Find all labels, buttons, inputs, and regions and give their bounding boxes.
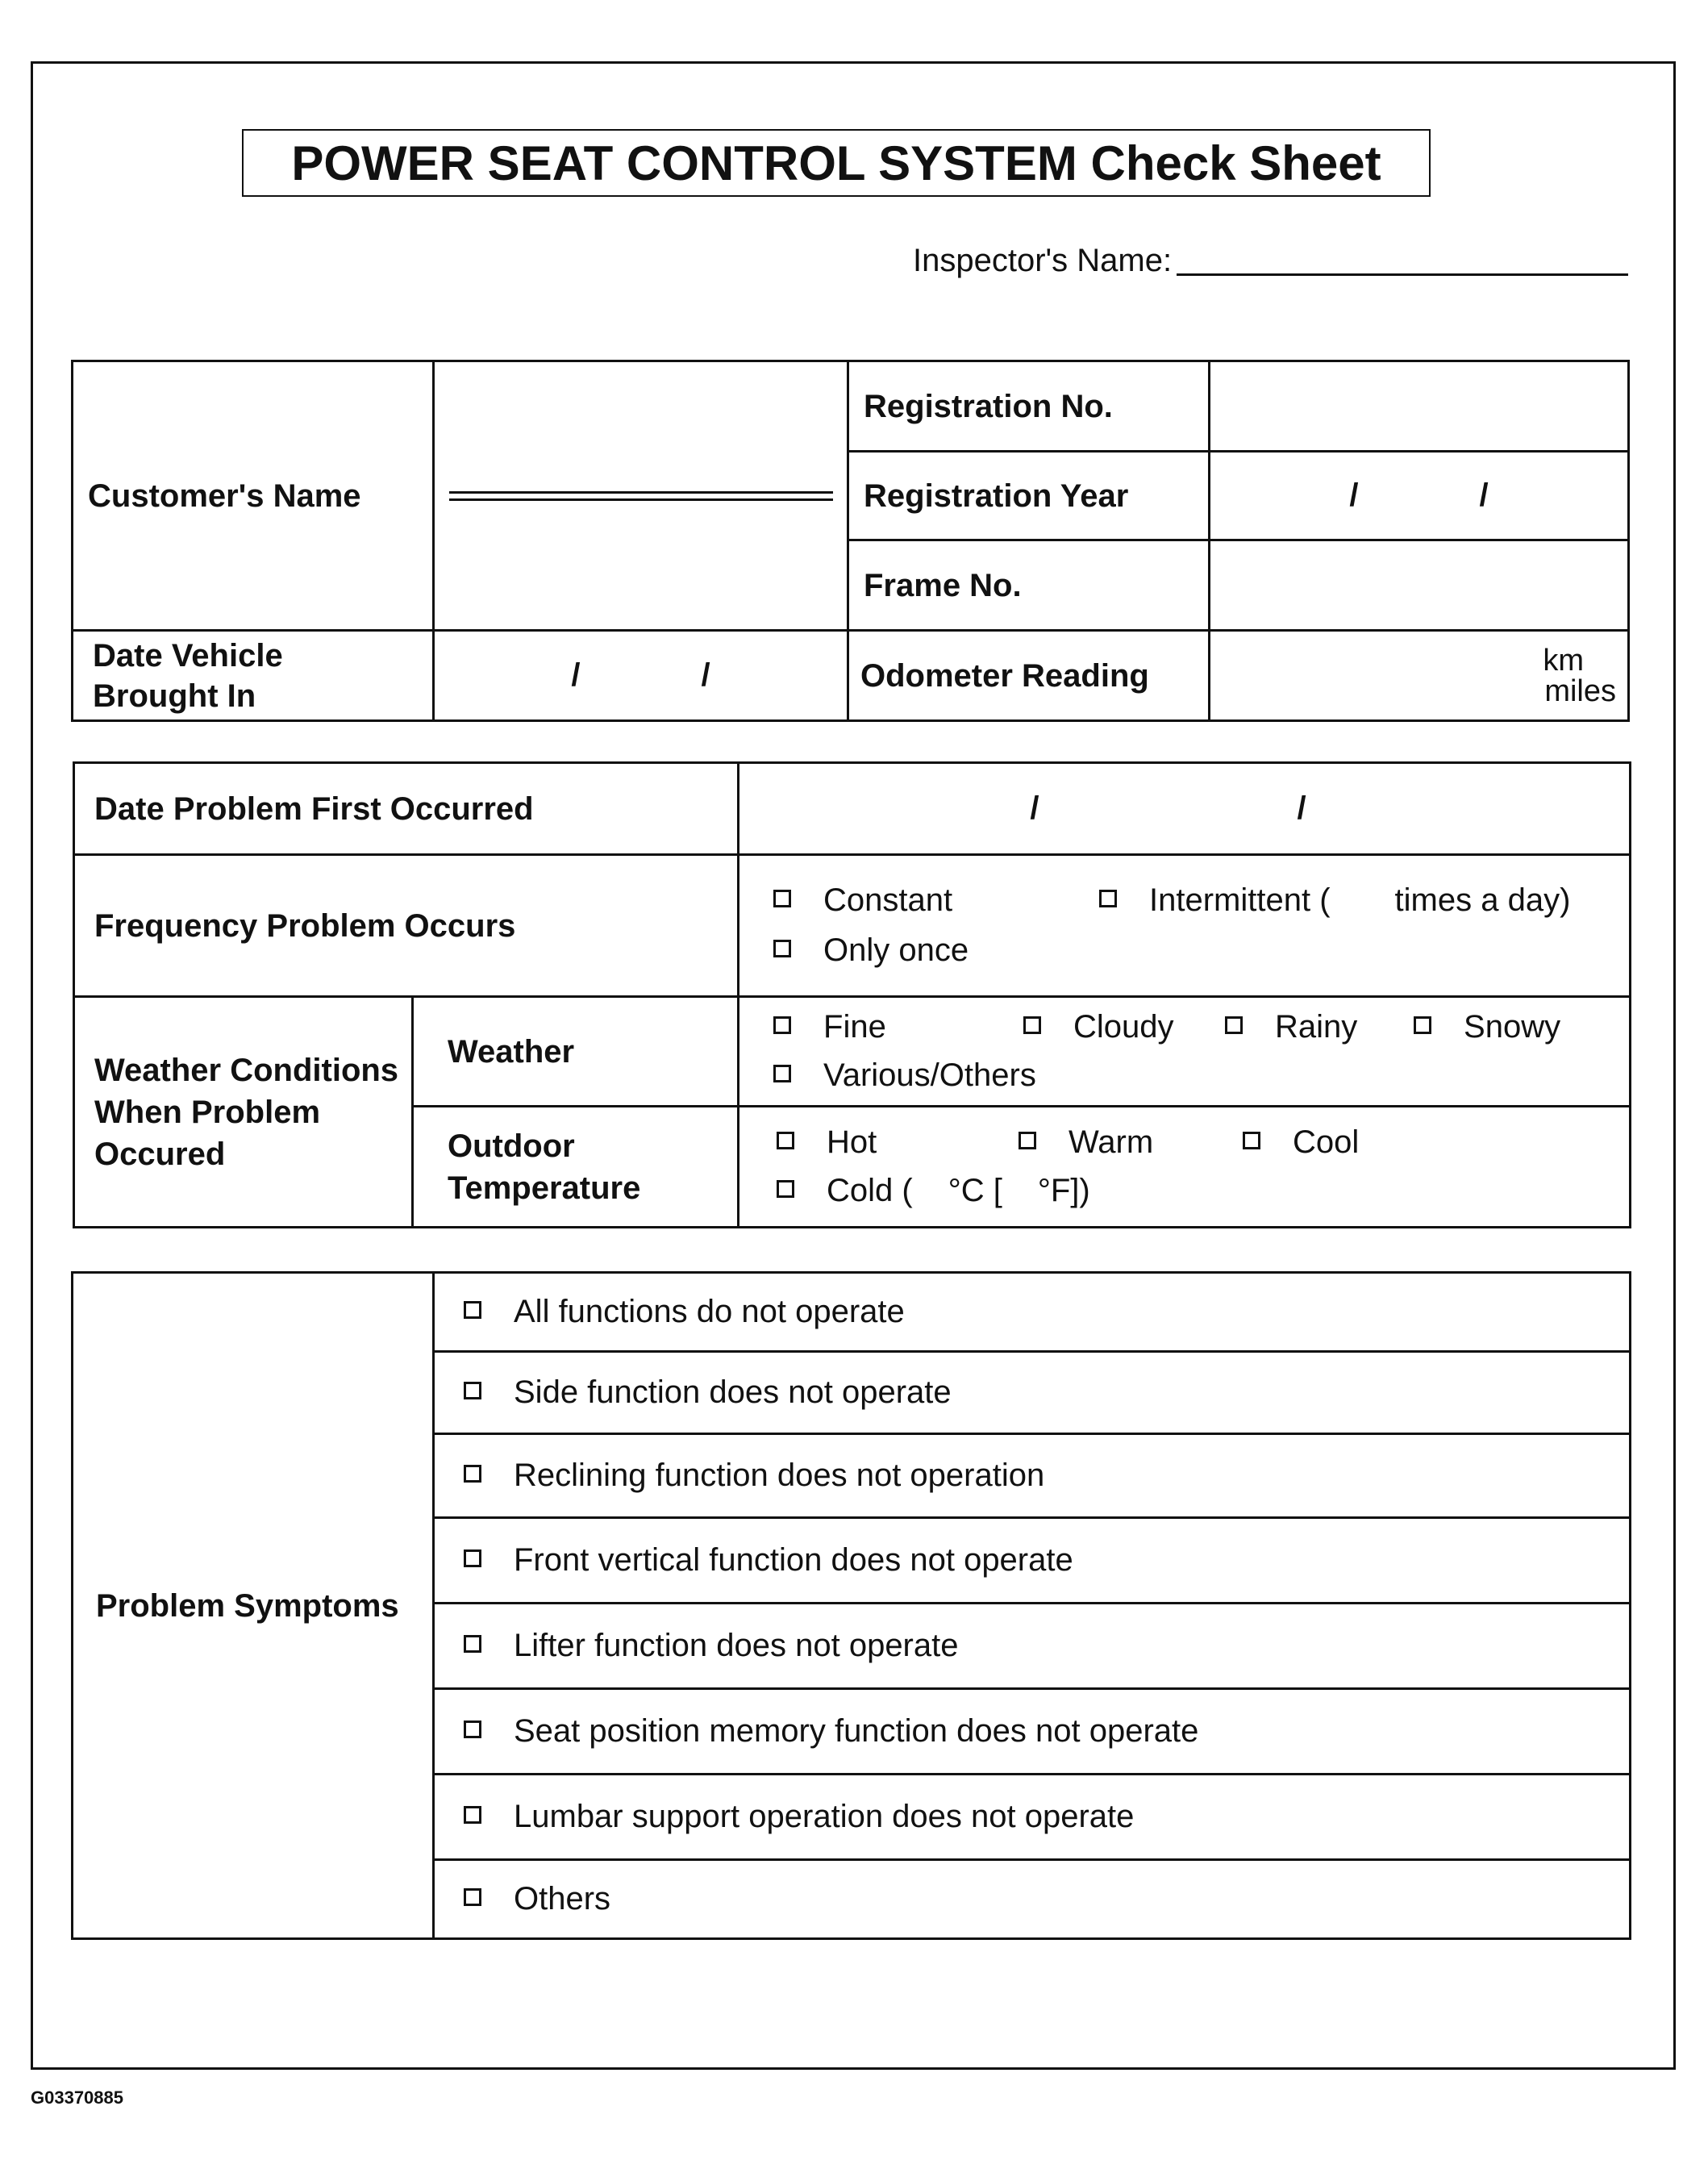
symptom-row-2[interactable] <box>434 1352 1631 1434</box>
weather-various-checkbox[interactable] <box>773 1065 791 1082</box>
weather-label: Weather <box>413 997 739 1107</box>
symptom-row-5[interactable] <box>434 1604 1631 1689</box>
outdoor-temp-line-2: Temperature <box>448 1170 641 1206</box>
odometer-cell[interactable] <box>1210 631 1629 721</box>
symptom-checkbox-1[interactable] <box>464 1301 481 1319</box>
symptom-label-3: Reclining function does not operation <box>514 1458 1045 1493</box>
weather-snowy-label: Snowy <box>1464 1009 1561 1045</box>
symptom-checkbox-6[interactable] <box>464 1720 481 1738</box>
slash-2: / <box>1479 478 1489 513</box>
weather-various-label: Various/Others <box>823 1057 1036 1093</box>
customer-name-label: Customer's Name <box>73 361 434 631</box>
slash-5: / <box>1030 790 1039 826</box>
weather-cloudy-option[interactable] <box>1023 1009 1225 1045</box>
occurrence-table <box>73 761 1631 1228</box>
symptom-row-7[interactable] <box>434 1775 1631 1860</box>
frequency-label: Frequency Problem Occurs <box>74 855 739 997</box>
problem-symptoms-label: Problem Symptoms <box>73 1273 434 1939</box>
temp-cool-checkbox[interactable] <box>1243 1132 1260 1149</box>
temp-hot-checkbox[interactable] <box>777 1132 794 1149</box>
weather-snowy-checkbox[interactable] <box>1414 1016 1431 1034</box>
temp-f-label: °F]) <box>1037 1173 1090 1208</box>
date-vehicle-cell[interactable] <box>434 631 848 721</box>
registration-no-cell[interactable] <box>1210 361 1629 452</box>
sheet-title: POWER SEAT CONTROL SYSTEM Check Sheet <box>242 129 1431 197</box>
temp-cold-option[interactable] <box>777 1173 1090 1209</box>
frame-no-cell[interactable] <box>1210 540 1629 631</box>
temp-warm-label: Warm <box>1069 1124 1154 1160</box>
symptom-checkbox-7[interactable] <box>464 1806 481 1824</box>
symptom-label-4: Front vertical function does not operate <box>514 1542 1073 1578</box>
temp-cool-label: Cool <box>1293 1124 1360 1160</box>
symptom-checkbox-8[interactable] <box>464 1888 481 1906</box>
reference-code: G03370885 <box>31 2087 123 2108</box>
symptom-label-6: Seat position memory function does not operate <box>514 1713 1199 1749</box>
customer-name-cell[interactable] <box>434 361 848 631</box>
registration-year-cell[interactable] <box>1210 452 1629 540</box>
date-first-label: Date Problem First Occurred <box>74 763 739 855</box>
slash-3: / <box>571 657 581 693</box>
symptom-label-5: Lifter function does not operate <box>514 1628 959 1663</box>
freq-once-checkbox[interactable] <box>773 940 791 957</box>
temp-c-label: °C [ <box>948 1173 1002 1208</box>
weather-various-option[interactable] <box>773 1057 1036 1094</box>
date-first-cell[interactable] <box>739 763 1631 855</box>
weather-conditions-label <box>74 997 413 1228</box>
inspector-name-line[interactable] <box>1177 273 1628 276</box>
odometer-label: Odometer Reading <box>848 631 1210 721</box>
symptom-checkbox-3[interactable] <box>464 1465 481 1483</box>
freq-intermittent-label: Intermittent ( <box>1149 882 1331 918</box>
unit-km: km <box>1543 643 1584 678</box>
weather-fine-checkbox[interactable] <box>773 1016 791 1034</box>
temp-warm-option[interactable] <box>1019 1124 1243 1161</box>
freq-once-option[interactable] <box>773 932 969 969</box>
temp-warm-checkbox[interactable] <box>1019 1132 1036 1149</box>
symptom-label-8: Others <box>514 1881 611 1916</box>
symptom-checkbox-4[interactable] <box>464 1549 481 1567</box>
date-vehicle-label-line-2: Brought In <box>93 678 256 714</box>
symptom-row-1[interactable] <box>434 1273 1631 1352</box>
symptom-checkbox-5[interactable] <box>464 1635 481 1653</box>
freq-constant-label: Constant <box>823 882 953 918</box>
vehicle-info-table <box>71 360 1630 722</box>
symptom-checkbox-2[interactable] <box>464 1382 481 1399</box>
freq-intermittent-option[interactable] <box>1099 882 1570 919</box>
weather-rainy-label: Rainy <box>1275 1009 1358 1045</box>
date-vehicle-label <box>73 631 434 721</box>
symptom-row-8[interactable] <box>434 1860 1631 1939</box>
temp-hot-option[interactable] <box>777 1124 1019 1161</box>
registration-no-label: Registration No. <box>848 361 1210 452</box>
freq-intermittent-checkbox[interactable] <box>1099 890 1117 907</box>
temp-options <box>739 1107 1631 1228</box>
slash-4: / <box>701 657 710 693</box>
symptom-label-1: All functions do not operate <box>514 1294 905 1329</box>
freq-constant-option[interactable] <box>773 882 1099 919</box>
unit-miles: miles <box>1544 674 1616 708</box>
frame-no-label: Frame No. <box>848 540 1210 631</box>
slash-1: / <box>1349 478 1359 513</box>
weather-fine-option[interactable] <box>773 1009 1023 1045</box>
weather-rainy-option[interactable] <box>1225 1009 1414 1045</box>
customer-name-double-line <box>449 491 833 501</box>
weather-cloudy-label: Cloudy <box>1073 1009 1174 1045</box>
symptom-row-3[interactable] <box>434 1434 1631 1518</box>
temp-hot-label: Hot <box>827 1124 877 1160</box>
weather-snowy-option[interactable] <box>1414 1009 1560 1045</box>
symptom-row-6[interactable] <box>434 1689 1631 1775</box>
weather-conditions-line-1: Weather Conditions <box>94 1052 399 1088</box>
freq-once-label: Only once <box>823 932 969 968</box>
symptoms-table <box>71 1271 1631 1940</box>
weather-options <box>739 997 1631 1107</box>
freq-constant-checkbox[interactable] <box>773 890 791 907</box>
frequency-options <box>739 855 1631 997</box>
weather-cloudy-checkbox[interactable] <box>1023 1016 1041 1034</box>
symptom-row-4[interactable] <box>434 1518 1631 1604</box>
registration-year-label: Registration Year <box>848 452 1210 540</box>
inspector-name-field[interactable] <box>913 234 1631 279</box>
outdoor-temp-label <box>413 1107 739 1228</box>
freq-times-label: times a day) <box>1394 882 1571 918</box>
inspector-label: Inspector's Name: <box>913 243 1173 278</box>
weather-conditions-line-3: Occured <box>94 1136 226 1172</box>
date-vehicle-label-line-1: Date Vehicle <box>93 637 283 674</box>
weather-fine-label: Fine <box>823 1009 886 1045</box>
slash-6: / <box>1297 790 1306 826</box>
outdoor-temp-line-1: Outdoor <box>448 1128 575 1164</box>
temp-cold-checkbox[interactable] <box>777 1180 794 1198</box>
weather-rainy-checkbox[interactable] <box>1225 1016 1243 1034</box>
symptom-label-7: Lumbar support operation does not operate <box>514 1799 1135 1834</box>
temp-cool-option[interactable] <box>1243 1124 1359 1161</box>
temp-cold-label: Cold ( <box>827 1173 913 1208</box>
symptom-label-2: Side function does not operate <box>514 1374 952 1410</box>
weather-conditions-line-2: When Problem <box>94 1094 321 1130</box>
